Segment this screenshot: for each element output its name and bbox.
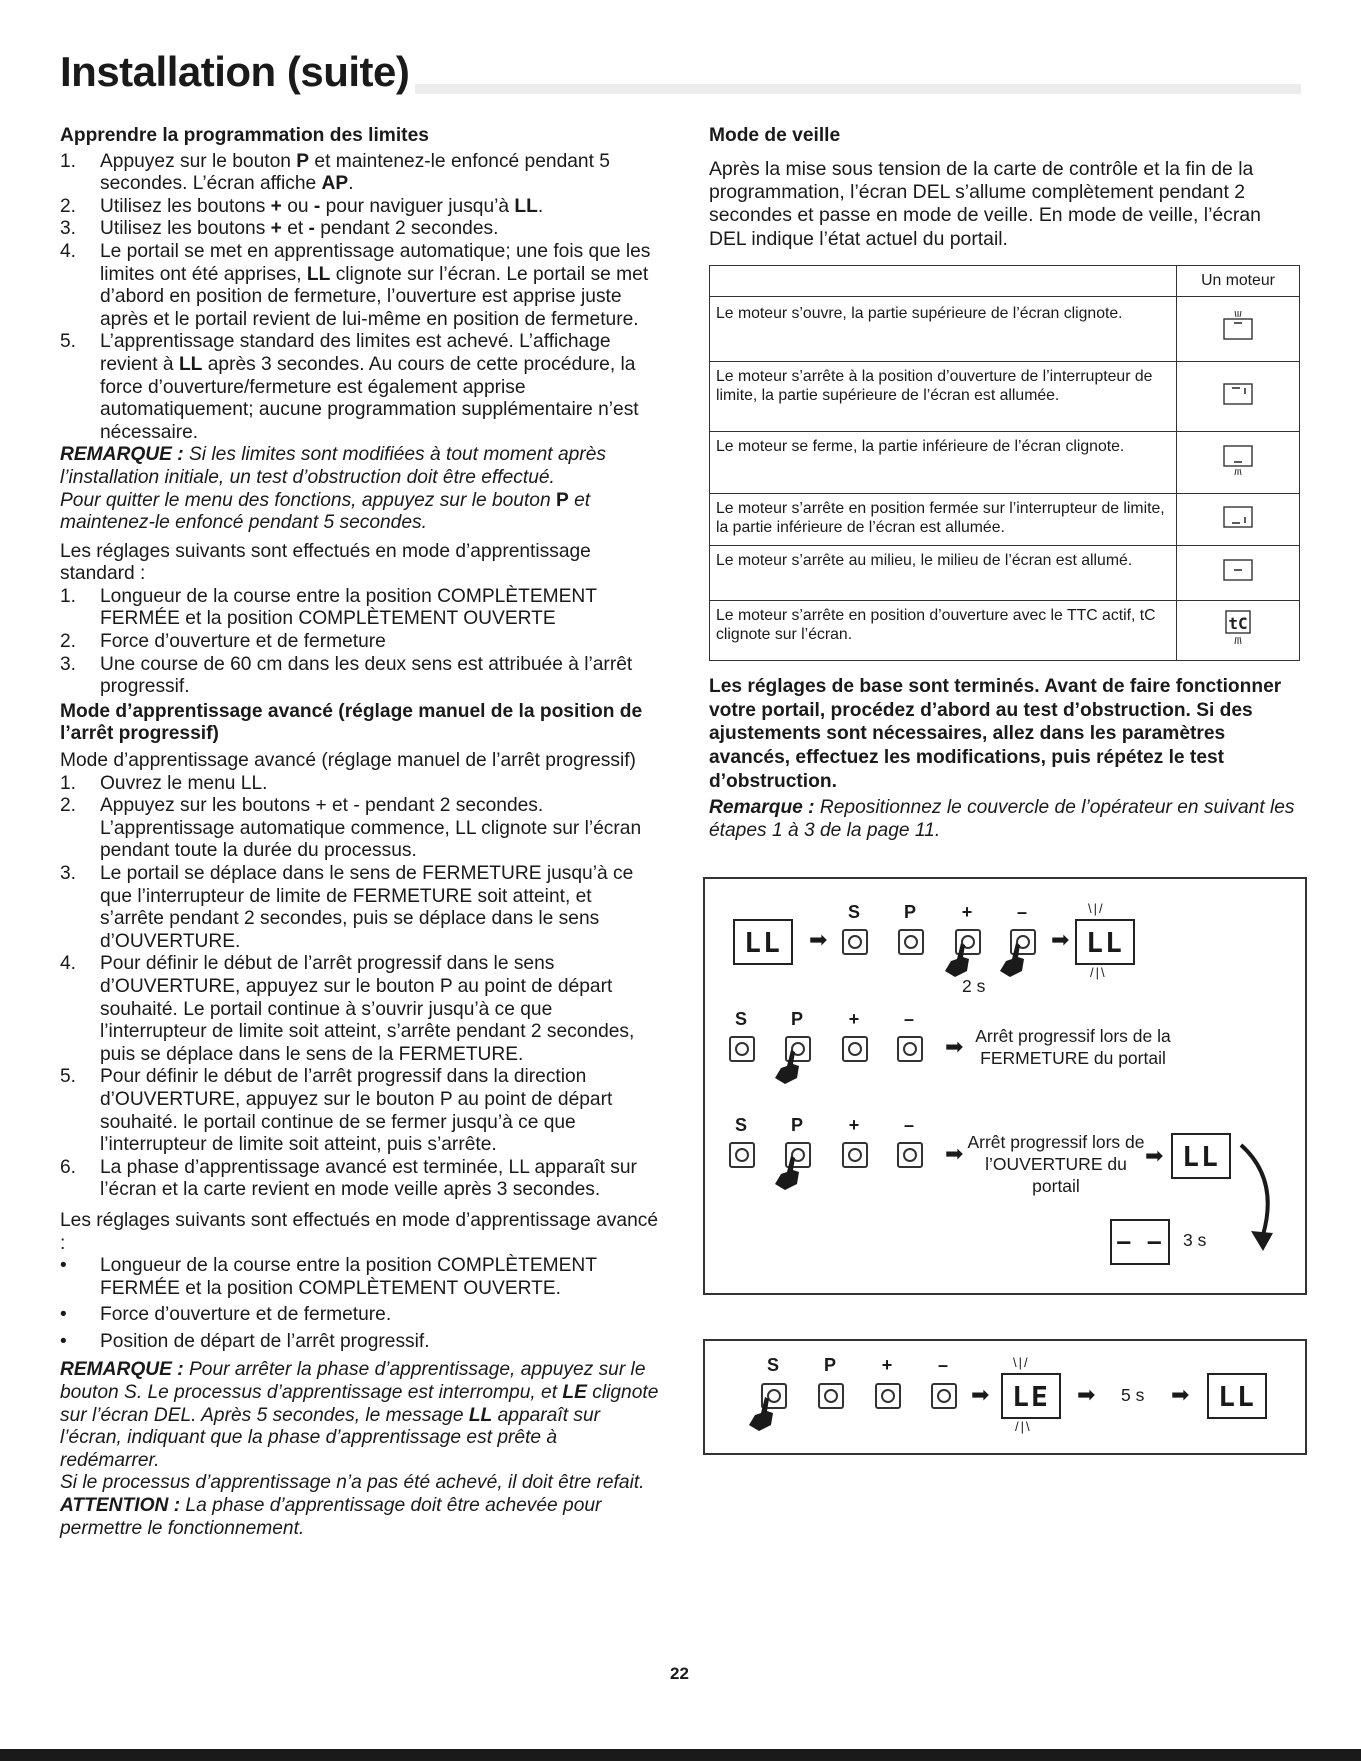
- list-item: 2. Force d’ouverture et de fermeture: [60, 631, 386, 653]
- remark-exit-menu: Pour quitter le menu des fonctions, appuyez sur le bouton P et maintenez-le enfoncé pendant 5 secondes.: [60, 489, 591, 534]
- lcd-display-dashes: – –: [1110, 1219, 1170, 1265]
- basic-done-note: Les réglages de base sont terminés. Avant de faire fonctionner votre portail, procédez d’abord au test d’obstruction. Si des ajustements sont nécessaires, allez dans les paramètres avancés, effectuez les modifications, puis répétez le test d’obstruction.: [709, 676, 1282, 792]
- heading-advanced: Mode d’apprentissage avancé (réglage manuel de la position de l’arrêt progressif): [60, 700, 643, 745]
- finger-press-icon: [998, 941, 1026, 979]
- blink-rays-icon: /|\: [1090, 965, 1107, 980]
- button-label-plus: +: [848, 1115, 860, 1135]
- display-tc-blink-icon: [1218, 608, 1258, 648]
- finger-press-icon: [943, 941, 971, 979]
- page-number: 22: [670, 1664, 689, 1683]
- button-label-p: P: [823, 1355, 836, 1375]
- std-items: [60, 586, 660, 699]
- arrow-right-icon: ➡: [1077, 1382, 1096, 1407]
- minus-button: [897, 1142, 923, 1168]
- heading-limits: Apprendre la programmation des limites: [60, 125, 429, 146]
- right-column: [709, 125, 1301, 842]
- table-row: Le moteur s’arrête en position d’ouverture avec le TTC actif, tC clignote sur l’écran.: [710, 601, 1177, 661]
- page-title: Installation (suite): [60, 48, 410, 95]
- arrow-right-icon: ➡: [971, 1382, 990, 1407]
- soft-stop-opening-label: Arrêt progressif lors de l’OUVERTURE du portail: [967, 1132, 1145, 1196]
- button-label-plus: +: [881, 1355, 893, 1375]
- list-item: 5. L’apprentissage standard des limites est achevé. L’affichage revient à LL après 3 secondes. Au cours de cette procédure, la force d’ouverture/fermeture est également apprise automatiquement; aucune programmation supplémentaire n’est nécessaire.: [60, 331, 639, 443]
- list-item: 4. Le portail se met en apprentissage automatique; une fois que les limites ont été apprises, LL clignote sur l’écran. Le portail se met d’abord en position de fermeture, l’ouverture est apprise juste après et le portail revient de lui-même en position de fermeture.: [60, 240, 651, 330]
- list-item: 3. Le portail se déplace dans le sens de FERMETURE jusqu’à ce que l’interrupteur de limite de FERMETURE soit atteint, et s’arrête pendant 2 secondes, puis se déplace dans le sens d’OUVERTURE.: [60, 863, 634, 952]
- minus-button: [931, 1383, 957, 1409]
- button-label-s: S: [734, 1009, 747, 1029]
- soft-stop-closing-label: Arrêt progressif lors de la FERMETURE du portail: [975, 1026, 1171, 1068]
- list-item: 2. Appuyez sur les boutons + et - pendant 2 secondes. L’apprentissage automatique commence, LL clignote sur l’écran pendant toute la durée du processus.: [60, 795, 642, 862]
- std-intro: Les réglages suivants sont effectués en mode d’apprentissage standard :: [60, 540, 591, 585]
- button-label-plus: +: [961, 902, 973, 922]
- button-label-plus: +: [848, 1009, 860, 1029]
- heading-standby: Mode de veille: [709, 125, 841, 146]
- curved-arrow-icon: [1233, 1139, 1283, 1259]
- button-label-s: S: [734, 1115, 747, 1135]
- arrow-right-icon: ➡: [1145, 1143, 1164, 1168]
- button-label-p: P: [903, 902, 916, 922]
- button-label-s: S: [766, 1355, 779, 1375]
- lcd-display: LL: [1207, 1373, 1267, 1419]
- minus-button: [897, 1036, 923, 1062]
- arrow-right-icon: ➡: [809, 927, 828, 952]
- lcd-display-blinking: LL: [1075, 919, 1135, 965]
- list-item: 4. Pour définir le début de l’arrêt progressif dans le sens d’OUVERTURE, appuyez sur le bouton P au point de départ souhaité. Le portail continue à s’ouvrir jusqu’à ce que l’interrupteur de limite soit atteint, s’arrête pendant 2 secondes, puis se déplace dans le sens de la FERMETURE.: [60, 953, 635, 1065]
- hold-time-label: 2 s: [962, 976, 986, 996]
- table-row: Le moteur s’ouvre, la partie supérieure de l’écran clignote.: [710, 297, 1177, 362]
- display-top-blink-icon: [1218, 309, 1258, 343]
- finger-press-icon: [747, 1395, 775, 1433]
- plus-button: [842, 1142, 868, 1168]
- list-item: • Force d’ouverture et de fermeture.: [60, 1304, 392, 1326]
- list-item: • Longueur de la course entre la position COMPLÈTEMENT FERMÉE et la position COMPLÈTEMENT OUVERTE.: [60, 1255, 597, 1299]
- button-label-minus: –: [937, 1355, 948, 1375]
- lcd-display: LL: [733, 919, 793, 965]
- standby-text: Après la mise sous tension de la carte de contrôle et la fin de la programmation, l’écran DEL s’allume complètement pendant 2 secondes et passe en mode de veille. En mode de veille, l’écran DEL indique l’état actuel du portail.: [709, 157, 1261, 250]
- p-button: [898, 929, 924, 955]
- adv-bullets: [60, 1255, 660, 1353]
- bottom-rule: [0, 1749, 1361, 1761]
- blink-rays-icon: /|\: [1015, 1419, 1032, 1434]
- lcd-display: LL: [1171, 1133, 1231, 1179]
- table-row: Le moteur s’arrête en position fermée sur l’interrupteur de limite, la partie inférieure de l’écran est allumée.: [710, 494, 1177, 546]
- status-table: [709, 265, 1300, 661]
- button-label-minus: –: [1016, 902, 1027, 922]
- plus-button: [875, 1383, 901, 1409]
- lcd-display-blinking: LE: [1001, 1373, 1061, 1419]
- s-button: [842, 929, 868, 955]
- list-item: 5. Pour définir le début de l’arrêt progressif dans la direction d’OUVERTURE, appuyez sur le bouton P au point de départ souhaité. le portail continue de se fermer jusqu’à ce que l’interrupteur de limite soit atteint, puis s’arrête.: [60, 1066, 613, 1156]
- arrow-right-icon: ➡: [1051, 927, 1070, 952]
- display-middle-on-icon: [1218, 557, 1258, 583]
- svg-text:tC: tC: [1228, 613, 1248, 633]
- button-label-s: S: [847, 902, 860, 922]
- list-item: 2. Utilisez les boutons + ou - pour naviguer jusqu’à LL.: [60, 195, 544, 217]
- list-item: 3. Utilisez les boutons + et - pendant 2 secondes.: [60, 218, 499, 240]
- wait-time-label: 3 s: [1183, 1230, 1207, 1250]
- list-item: 1. Longueur de la course entre la position COMPLÈTEMENT FERMÉE et la position COMPLÈTEMENT OUVERTE: [60, 585, 597, 630]
- learning-diagram: [703, 877, 1307, 1295]
- list-item: 6. La phase d’apprentissage avancé est terminée, LL apparaît sur l’écran et la carte revient en mode veille après 3 secondes.: [60, 1156, 637, 1201]
- list-item: • Position de départ de l’arrêt progressif.: [60, 1330, 430, 1352]
- arrow-right-icon: ➡: [1171, 1382, 1190, 1407]
- adv-intro: Mode d’apprentissage avancé (réglage manuel de l’arrêt progressif): [60, 750, 636, 772]
- arrow-right-icon: ➡: [945, 1141, 964, 1166]
- finger-press-icon: [773, 1048, 801, 1086]
- finger-press-icon: [773, 1154, 801, 1192]
- remark-limits: REMARQUE : Si les limites sont modifiées à tout moment après l’installation initiale, un test d’obstruction doit être effectué.: [60, 444, 606, 488]
- blink-rays-icon: \|/: [1013, 1355, 1030, 1370]
- adv-set-intro: Les réglages suivants sont effectués en mode d’apprentissage avancé :: [60, 1209, 659, 1254]
- title-rule: [415, 84, 1301, 94]
- wait-time-label: 5 s: [1121, 1385, 1145, 1405]
- button-label-p: P: [790, 1115, 803, 1135]
- p-button: [818, 1383, 844, 1409]
- remark-redo: Si le processus d’apprentissage n’a pas été achevé, il doit être refait.: [60, 1472, 645, 1494]
- attention-note: ATTENTION : La phase d’apprentissage doit être achevée pour permettre le fonctionnement.: [60, 1495, 602, 1539]
- table-row: Le moteur se ferme, la partie inférieure de l’écran clignote.: [710, 432, 1177, 494]
- limits-steps: [60, 151, 660, 445]
- blink-rays-icon: \|/: [1088, 901, 1105, 916]
- arrow-right-icon: ➡: [945, 1034, 964, 1059]
- stop-learning-diagram: [703, 1339, 1307, 1455]
- button-label-minus: –: [903, 1115, 914, 1135]
- button-label-minus: –: [903, 1009, 914, 1029]
- left-column: [60, 125, 660, 1540]
- display-bottom-blink-icon: [1218, 443, 1258, 477]
- button-label-p: P: [790, 1009, 803, 1029]
- display-top-on-icon: [1218, 381, 1258, 407]
- s-button: [729, 1142, 755, 1168]
- list-item: 1. Ouvrez le menu LL.: [60, 772, 268, 794]
- s-button: [729, 1036, 755, 1062]
- adv-steps: [60, 773, 660, 1202]
- display-bottom-on-icon: [1218, 504, 1258, 530]
- remark-stop-learning: REMARQUE : Pour arrêter la phase d’apprentissage, appuyez sur le bouton S. Le processus d’apprentissage est interrompu, et LE clignote sur l’écran DEL. Après 5 secondes, le message LL apparaît sur l’écran, indiquant que la phase d’apprentissage est prête à redémarrer.: [60, 1359, 659, 1471]
- remark-cover: Remarque : Repositionnez le couvercle de l’opérateur en suivant les étapes 1 à 3 de la page 11.: [709, 797, 1295, 841]
- table-header: Un moteur: [1177, 266, 1300, 297]
- table-row: Le moteur s’arrête à la position d’ouverture de l’interrupteur de limite, la partie supérieure de l’écran est allumée.: [710, 362, 1177, 432]
- plus-button: [842, 1036, 868, 1062]
- table-row: Le moteur s’arrête au milieu, le milieu de l’écran est allumé.: [710, 546, 1177, 601]
- list-item: 3. Une course de 60 cm dans les deux sens est attribuée à l’arrêt progressif.: [60, 653, 633, 698]
- list-item: 1. Appuyez sur le bouton P et maintenez-le enfoncé pendant 5 secondes. L’écran affiche AP.: [60, 150, 610, 195]
